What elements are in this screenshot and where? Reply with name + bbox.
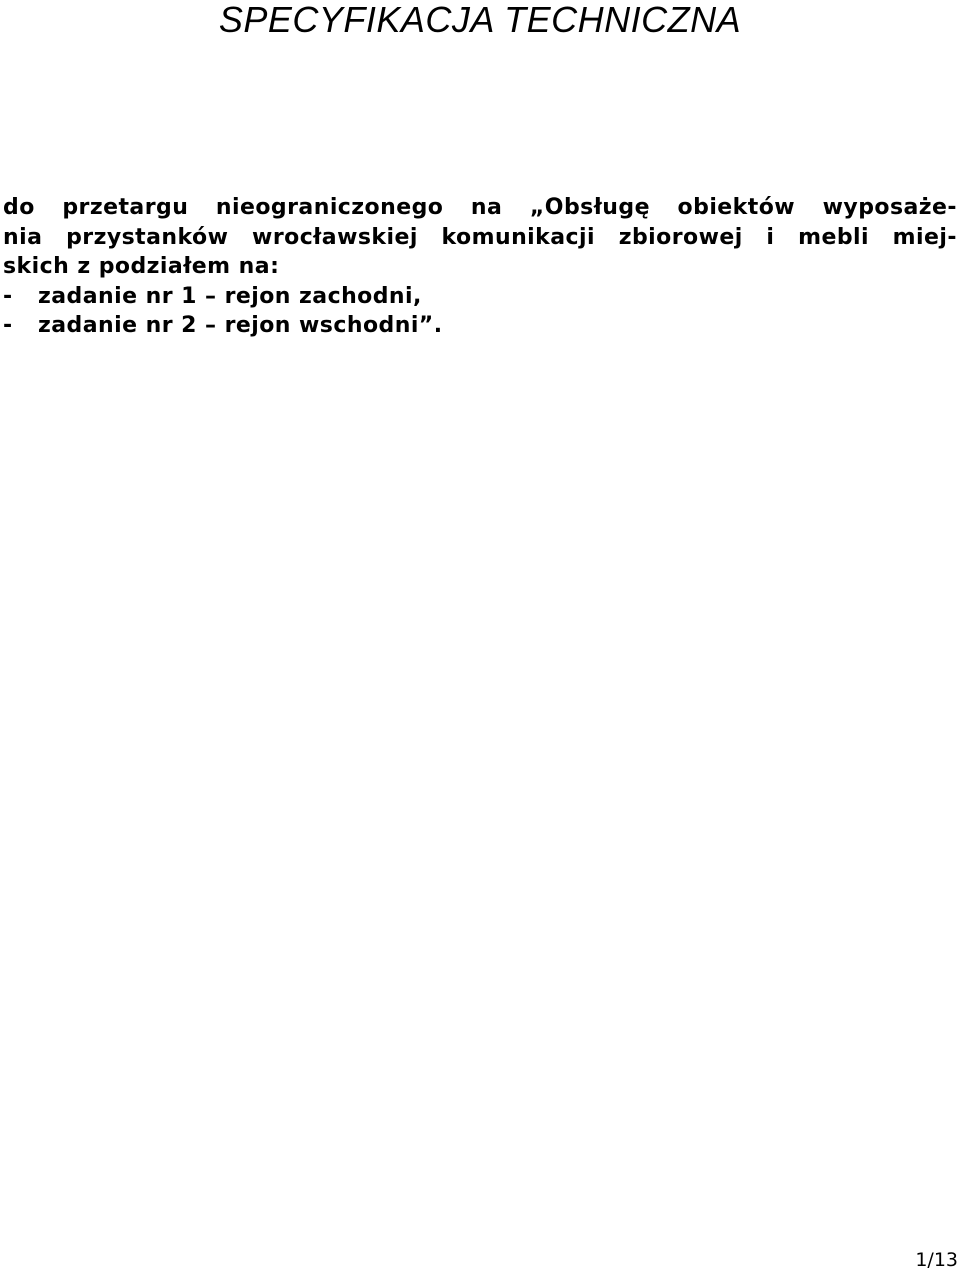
document-title: SPECYFIKACJA TECHNICZNA (218, 0, 742, 40)
task-text: zadanie nr 1 – rejon zachodni, (38, 283, 422, 309)
task-list-item (3, 311, 957, 341)
task-list-item (3, 282, 957, 312)
page-number: 1/13 (915, 1249, 958, 1271)
description-line-1: do przetargu nieograniczonego na „Obsługę obiektów wyposaże- (3, 195, 957, 220)
task-text: zadanie nr 2 – rejon wschodni”. (38, 313, 443, 338)
task-bullet: - (3, 313, 13, 338)
tender-description (3, 193, 957, 341)
description-line-3: skich z podziałem na: (3, 254, 280, 279)
task-bullet: - (3, 283, 13, 309)
description-line-2: nia przystanków wrocławskiej komunikacji zbiorowej i mebli miej- (3, 224, 957, 250)
